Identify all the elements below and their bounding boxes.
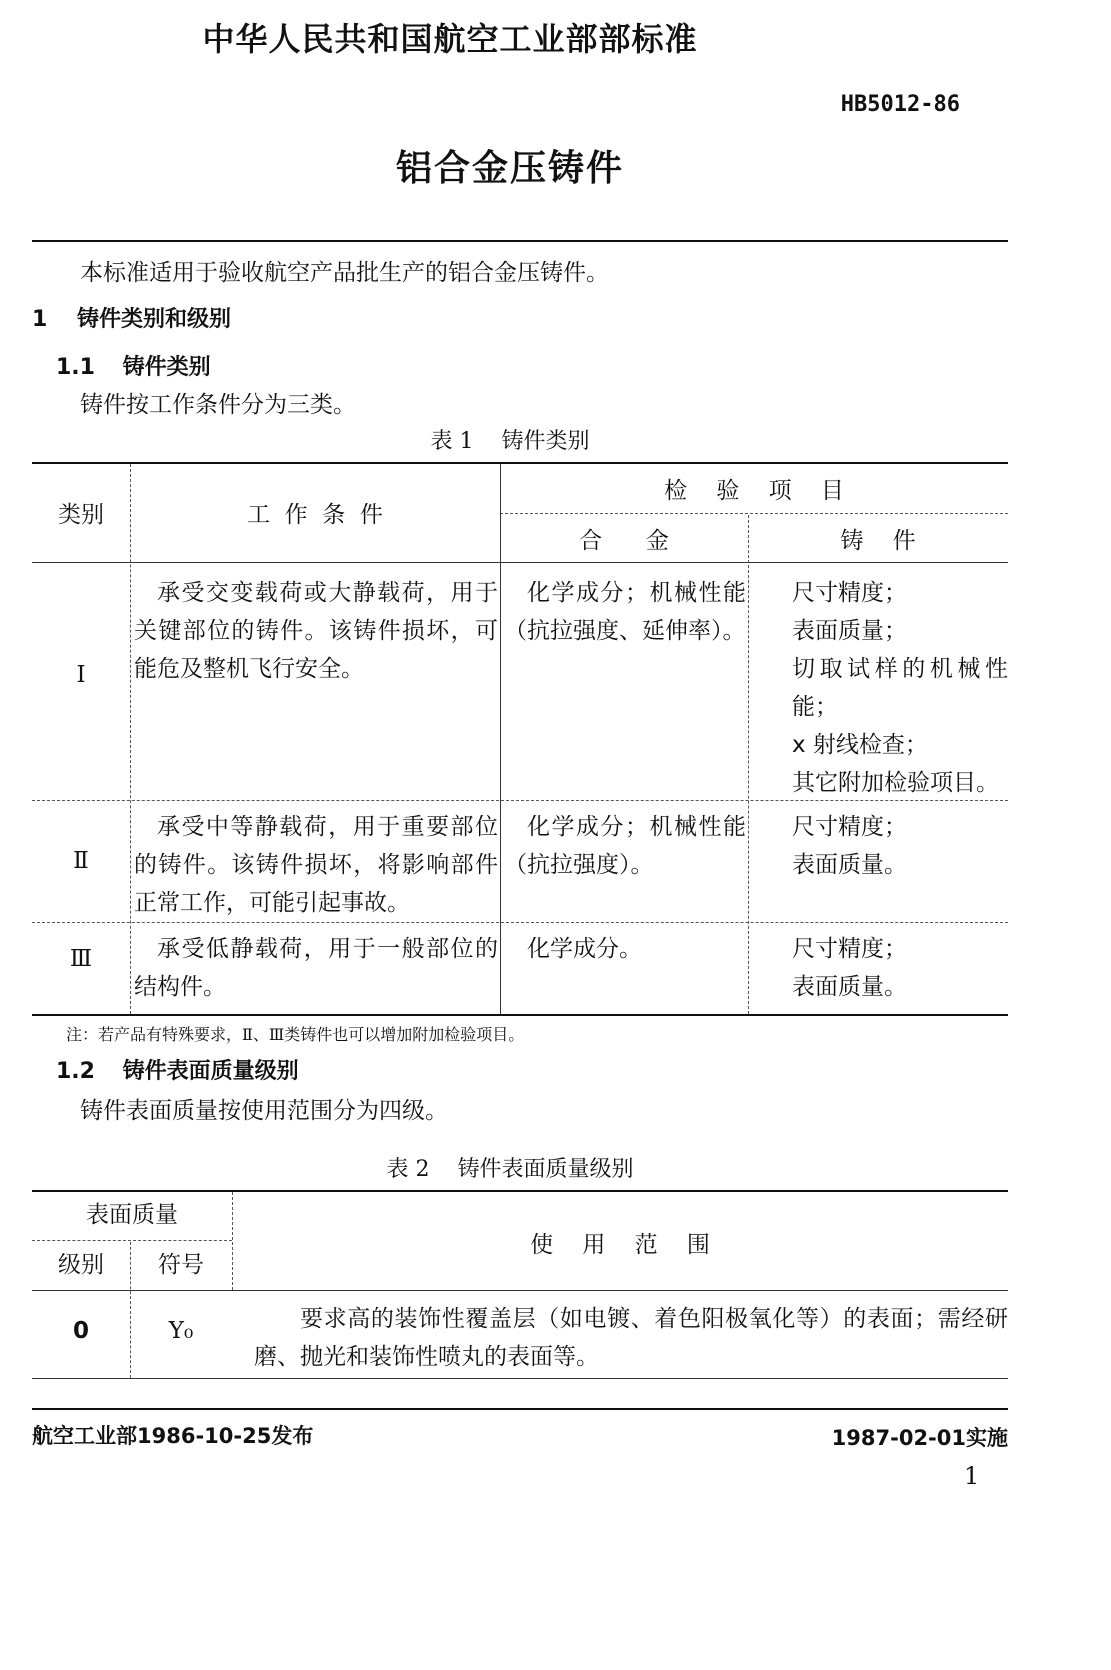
table-1-header-inspection: 检 验 项 目 — [664, 478, 844, 504]
table-1-row-divider — [32, 922, 1008, 923]
section-1-title: 铸件类别和级别 — [76, 307, 231, 332]
section-1-heading — [32, 302, 231, 333]
table-1-bottom-rule — [32, 1014, 1008, 1016]
section-1-2-heading — [56, 1054, 299, 1085]
table-1-row-3-category: Ⅲ — [69, 946, 93, 972]
table-2-bottom-rule — [32, 1378, 1008, 1379]
casting-item: x 射线检查； — [792, 732, 928, 758]
table-2-header-grade: 级别 — [58, 1252, 104, 1278]
table-1-row-3-condition: 承受低静载荷，用于一般部位的结构件。 — [134, 936, 498, 1000]
section-1-2-num: 1.2 — [56, 1059, 95, 1084]
footer-effective: 1987-02-01实施 — [831, 1426, 1008, 1450]
casting-item: 切取试样的机械性能； — [792, 656, 1008, 720]
table-1-note: 注：若产品有特殊要求，Ⅱ、Ⅲ类铸件也可以增加附加检验项目。 — [66, 1025, 525, 1044]
title-rule — [32, 240, 1008, 242]
footer-issued: 航空工业部1986-10-25发布 — [32, 1424, 314, 1448]
casting-item: 表面质量； — [792, 618, 907, 644]
casting-item: 尺寸精度； — [792, 814, 907, 840]
casting-item: 尺寸精度； — [792, 580, 907, 606]
table-2-header-rule — [32, 1290, 1008, 1291]
casting-item: 其它附加检验项目。 — [792, 770, 999, 796]
table-1-header-rule — [32, 562, 1008, 563]
table-2-header-symbol: 符号 — [158, 1252, 204, 1278]
section-1-1-num: 1.1 — [56, 355, 95, 380]
table-1-header-alloy: 合 金 — [579, 528, 669, 554]
section-1-2-title: 铸件表面质量级别 — [122, 1059, 299, 1084]
intro-text: 本标准适用于验收航空产品批生产的铝合金压铸件。 — [80, 260, 609, 286]
standard-code: HB5012-86 — [840, 92, 960, 117]
table-1-header-condition: 工 作 条 件 — [247, 502, 383, 528]
table-1-row-1-condition: 承受交变载荷或大静载荷，用于关键部位的铸件。该铸件损坏，可能危及整机飞行安全。 — [134, 580, 498, 682]
table-1-row-2-alloy: 化学成分；机械性能（抗拉强度）。 — [504, 814, 746, 878]
table-2-header-surface-quality: 表面质量 — [86, 1202, 178, 1228]
table-1-row-2-condition: 承受中等静载荷，用于重要部位的铸件。该铸件损坏，将影响部件正常工作，可能引起事故。 — [134, 814, 498, 916]
section-1-1-heading — [56, 350, 211, 381]
table-1-col-divider — [748, 515, 749, 1014]
table-2-row-1-symbol: Y₀ — [168, 1318, 194, 1344]
casting-item: 表面质量。 — [792, 852, 907, 878]
footer-rule — [32, 1408, 1008, 1410]
section-1-2-text: 铸件表面质量按使用范围分为四级。 — [80, 1098, 448, 1124]
table-1-caption: 表 1 铸件类别 — [430, 429, 590, 454]
table-1-top-rule — [32, 462, 1008, 464]
table-1-row-2-category: Ⅱ — [73, 848, 89, 874]
table-2-top-rule — [32, 1190, 1008, 1192]
standard-org: 中华人民共和国航空工业部部标准 — [202, 20, 698, 58]
casting-item: 表面质量。 — [792, 974, 907, 1000]
casting-item: 尺寸精度； — [792, 936, 907, 962]
table-1-row-3-alloy: 化学成分。 — [527, 936, 642, 962]
table-2-quality-divider — [32, 1240, 232, 1241]
table-1-row-3-casting — [792, 930, 1008, 1006]
table-1-header-category: 类别 — [58, 502, 104, 528]
section-1-1-text: 铸件按工作条件分为三类。 — [80, 392, 356, 418]
table-1-row-1-alloy: 化学成分；机械性能（抗拉强度、延伸率）。 — [504, 580, 746, 644]
table-1-row-1-casting — [792, 574, 1008, 802]
table-2-caption: 表 2 铸件表面质量级别 — [386, 1157, 634, 1182]
document-title: 铝合金压铸件 — [395, 148, 624, 189]
section-1-num: 1 — [32, 307, 48, 332]
table-1-inspection-divider — [500, 513, 1008, 514]
table-1-row-2-casting — [792, 808, 1008, 884]
table-2-header-usage: 使 用 范 围 — [530, 1232, 710, 1258]
page-number: 1 — [964, 1462, 980, 1490]
section-1-1-title: 铸件类别 — [122, 355, 211, 380]
table-1-row-1-category: I — [76, 662, 86, 688]
table-1-col-divider — [130, 464, 131, 1014]
table-2-row-1-grade: 0 — [72, 1318, 89, 1344]
table-1-header-casting: 铸 件 — [840, 528, 916, 554]
table-2-row-1-usage: 要求高的装饰性覆盖层（如电镀、着色阳极氧化等）的表面；需经研磨、抛光和装饰性喷丸的表面等。 — [254, 1306, 1008, 1370]
